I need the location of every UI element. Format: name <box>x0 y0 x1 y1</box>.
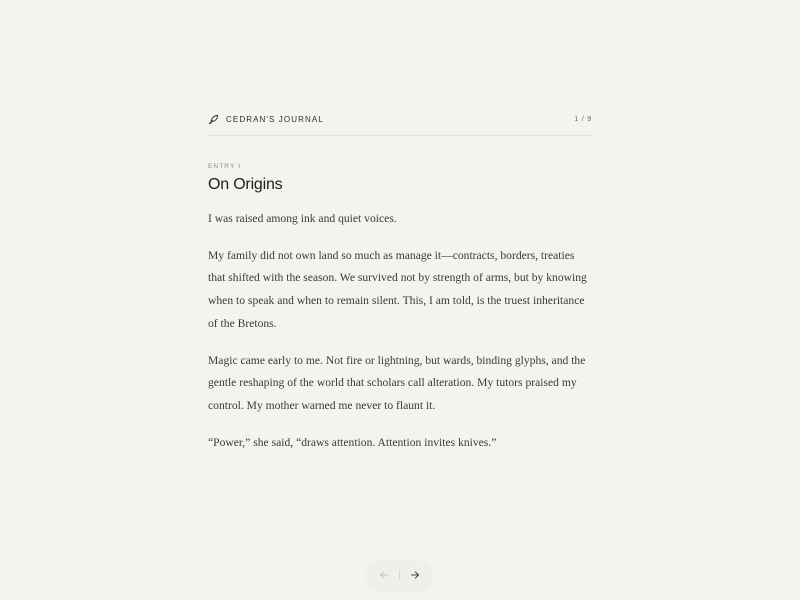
paragraph: My family did not own land so much as manage it—contracts, borders, treaties that shifted with the season. We survived not by strength of arms, but by knowing when to speak and when to remain silent. This, I am told, is the truest inheritance of the Bretons. <box>208 248 587 330</box>
entry-body <box>208 208 592 454</box>
entry-title: On Origins <box>208 176 283 193</box>
previous-page-button[interactable] <box>373 564 395 586</box>
paragraph: Magic came early to me. Not fire or lightning, but wards, binding glyphs, and the gentle reshaping of the world that scholars call alteration. My tutors praised my control. My mother warned me never to flaunt it. <box>208 353 586 412</box>
nav-divider <box>399 570 400 580</box>
journal-brand <box>208 114 324 125</box>
page-navigation <box>366 560 432 590</box>
next-page-button[interactable] <box>404 564 426 586</box>
feather-quill-icon <box>208 114 219 125</box>
journal-header <box>208 112 592 136</box>
paragraph: “Power,” she said, “draws attention. Attention invites knives.” <box>208 435 497 449</box>
paragraph: I was raised among ink and quiet voices. <box>208 212 397 225</box>
arrow-left-icon <box>379 570 389 580</box>
journal-page <box>208 112 592 468</box>
entry-label: ENTRY I <box>208 163 242 170</box>
page-counter: 1 / 9 <box>574 115 592 123</box>
arrow-right-icon <box>410 570 420 580</box>
journal-title: CEDRAN'S JOURNAL <box>226 114 324 124</box>
